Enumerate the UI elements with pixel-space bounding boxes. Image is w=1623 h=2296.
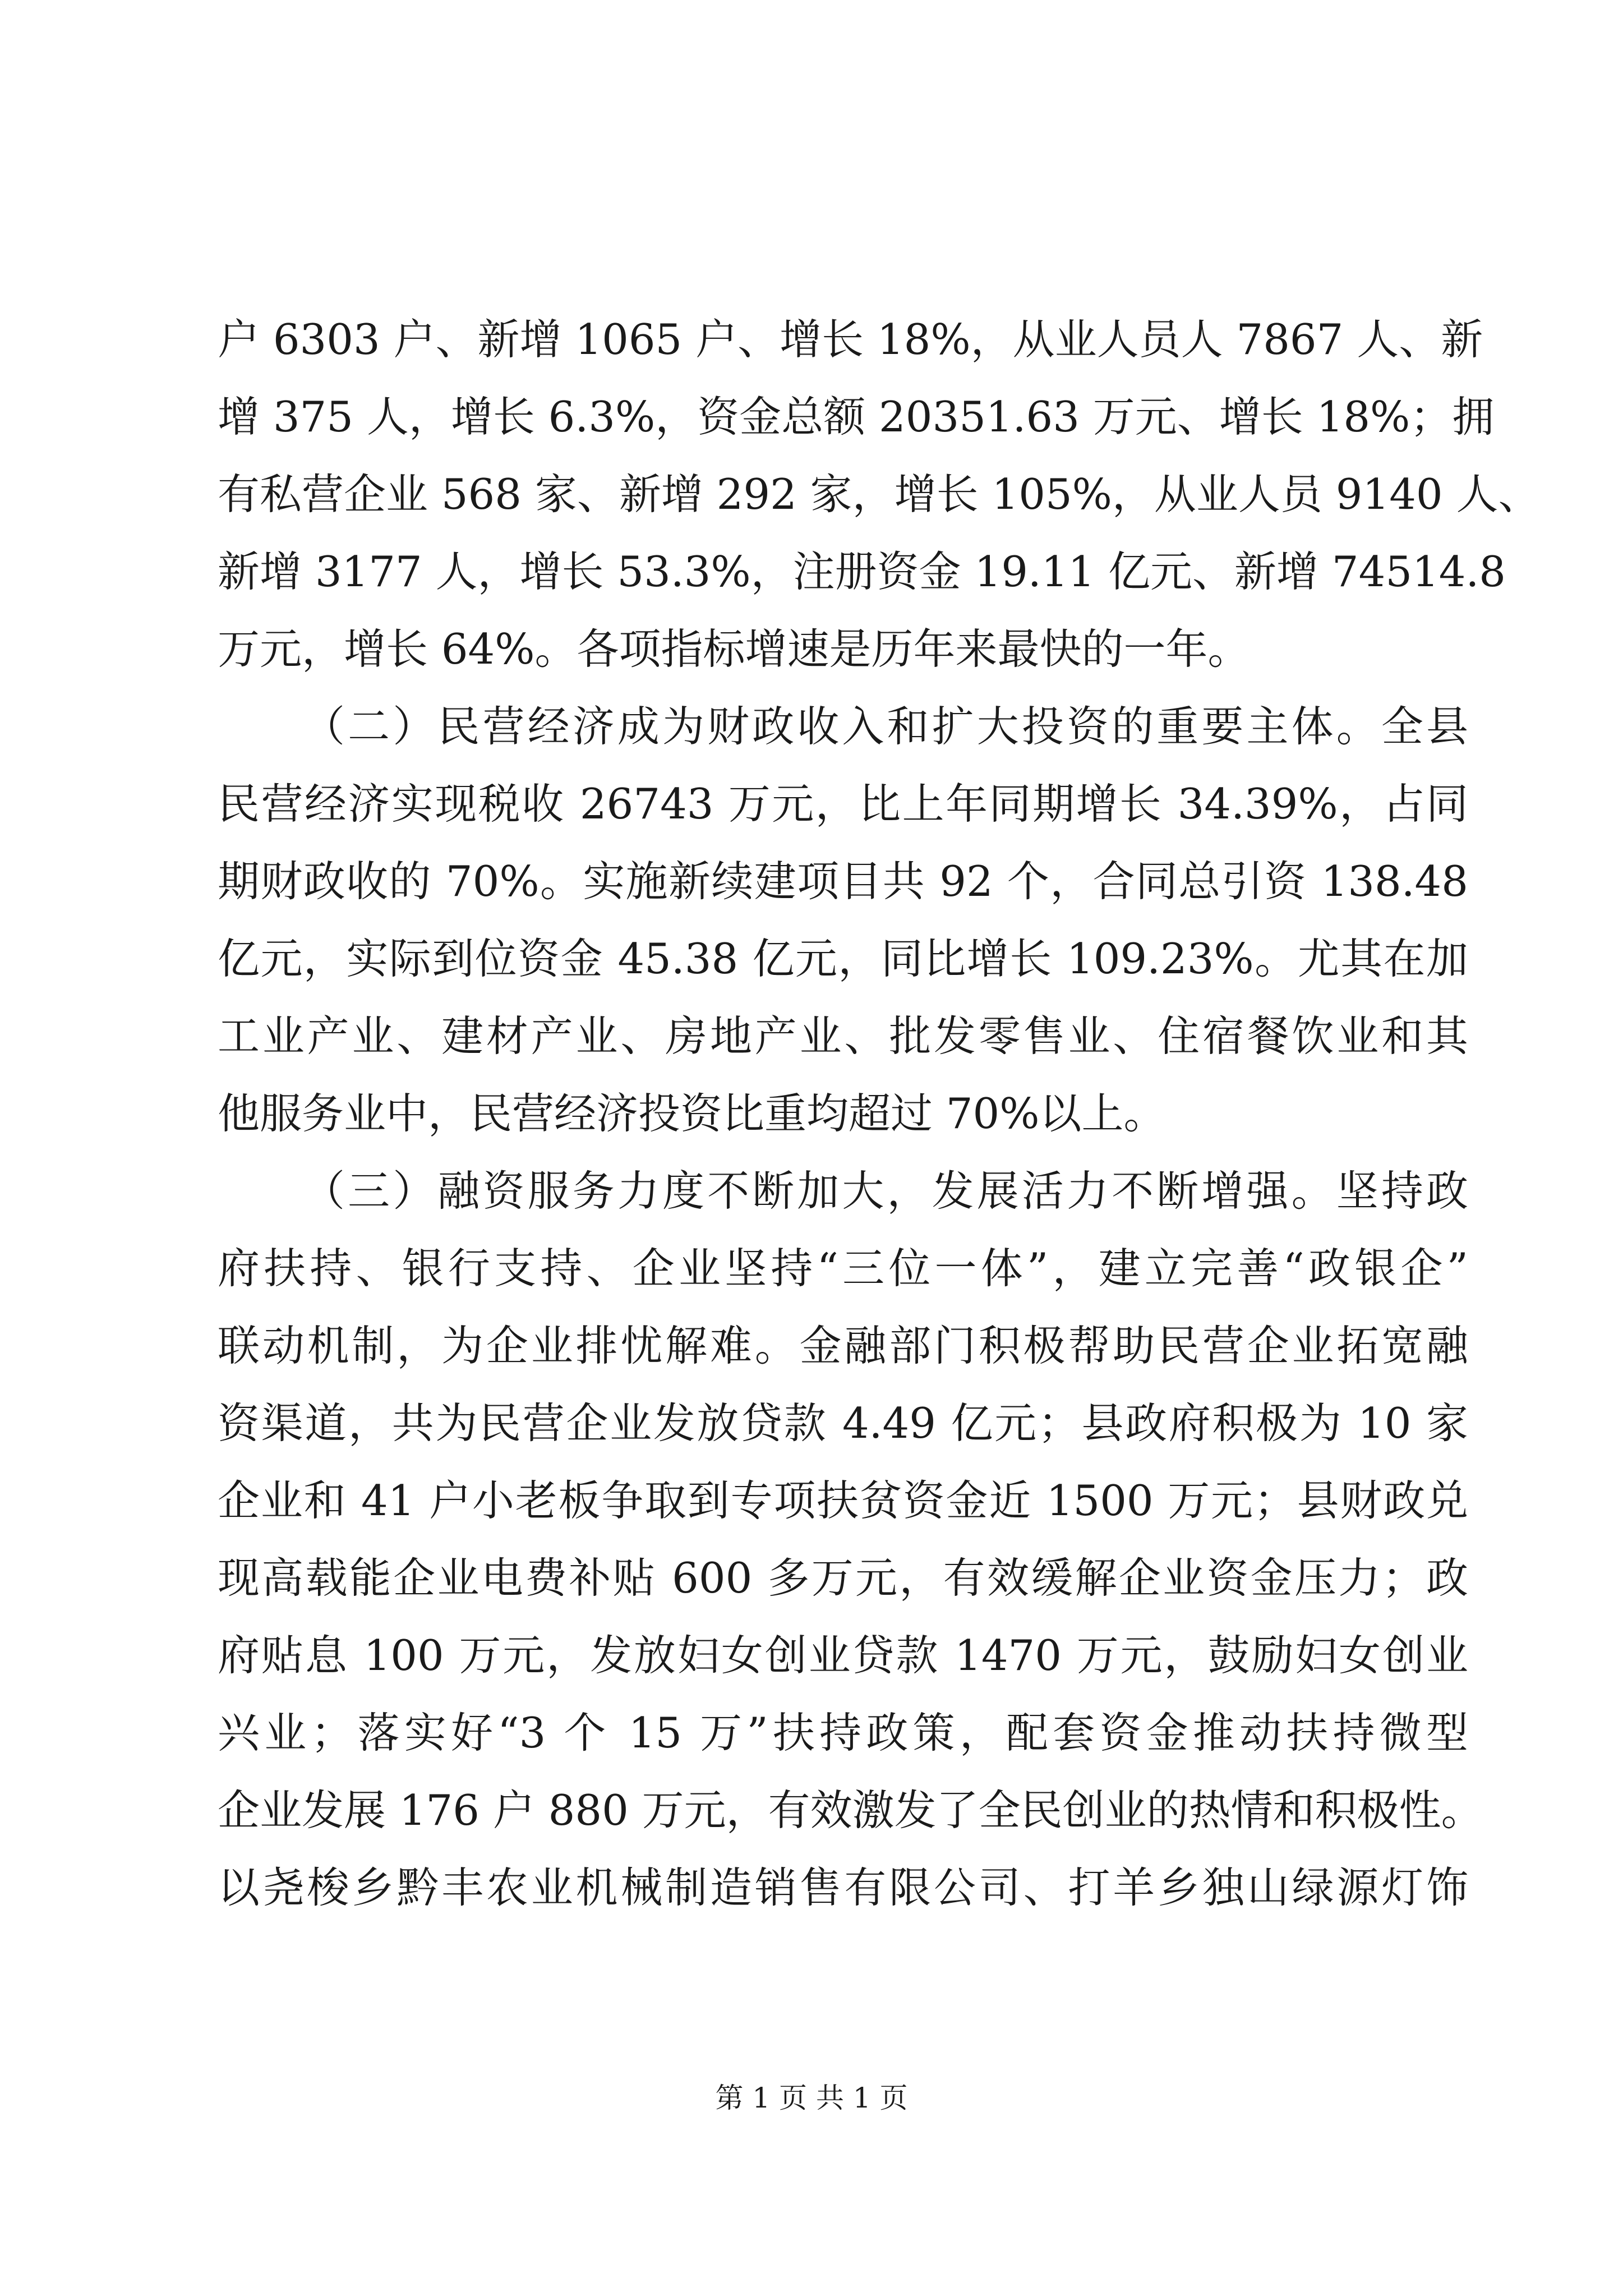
paragraph-heading: （二）民营经济成为财政收入和扩大投资的重要主体。全县 (303, 702, 1468, 751)
text-line: 增 375 人，增长 6.3%，资金总额 20351.63 万元、增长 18%；拥 (218, 392, 1495, 441)
text-line: 府扶持、银行支持、企业坚持“三位一体”，建立完善“政银企” (218, 1244, 1468, 1293)
text-line: 民营经济实现税收 26743 万元，比上年同期增长 34.39%，占同 (218, 779, 1468, 829)
text-line: 企业和 41 户小老板争取到专项扶贫资金近 1500 万元；县财政兑 (218, 1476, 1468, 1525)
text-line: 亿元，实际到位资金 45.38 亿元，同比增长 109.23%。尤其在加 (218, 934, 1468, 983)
paragraph-heading: （三）融资服务力度不断加大，发展活力不断增强。坚持政 (303, 1166, 1468, 1216)
page-footer: 第 1 页 共 1 页 (715, 2082, 908, 2114)
text-line: 现高载能企业电费补贴 600 多万元，有效缓解企业资金压力；政 (218, 1553, 1468, 1603)
text-line: 有私营企业 568 家、新增 292 家，增长 105%，从业人员 9140 人、 (218, 470, 1541, 519)
text-line: 兴业；落实好“3 个 15 万”扶持政策，配套资金推动扶持微型 (218, 1708, 1468, 1757)
text-line: 期财政收的 70%。实施新续建项目共 92 个，合同总引资 138.48 (218, 857, 1468, 906)
text-line: 工业产业、建材产业、房地产业、批发零售业、住宿餐饮业和其 (218, 1011, 1468, 1061)
text-line: 以尧梭乡黔丰农业机械制造销售有限公司、打羊乡独山绿源灯饰 (218, 1863, 1468, 1912)
text-line: 资渠道，共为民营企业发放贷款 4.49 亿元；县政府积极为 10 家 (218, 1398, 1468, 1448)
text-line: 联动机制，为企业排忧解难。金融部门积极帮助民营企业拓宽融 (218, 1321, 1468, 1370)
text-line: 万元，增长 64%。各项指标增速是历年来最快的一年。 (218, 624, 1250, 674)
text-line: 府贴息 100 万元，发放妇女创业贷款 1470 万元，鼓励妇女创业 (218, 1631, 1468, 1680)
text-line: 企业发展 176 户 880 万元，有效激发了全民创业的热情和积极性。 (218, 1786, 1483, 1835)
text-line: 他服务业中，民营经济投资比重均超过 70%以上。 (218, 1089, 1166, 1138)
text-line: 新增 3177 人，增长 53.3%，注册资金 19.11 亿元、新增 74514.8 (218, 547, 1506, 596)
text-line: 户 6303 户、新增 1065 户、增长 18%，从业人员人 7867 人、新 (218, 315, 1483, 364)
